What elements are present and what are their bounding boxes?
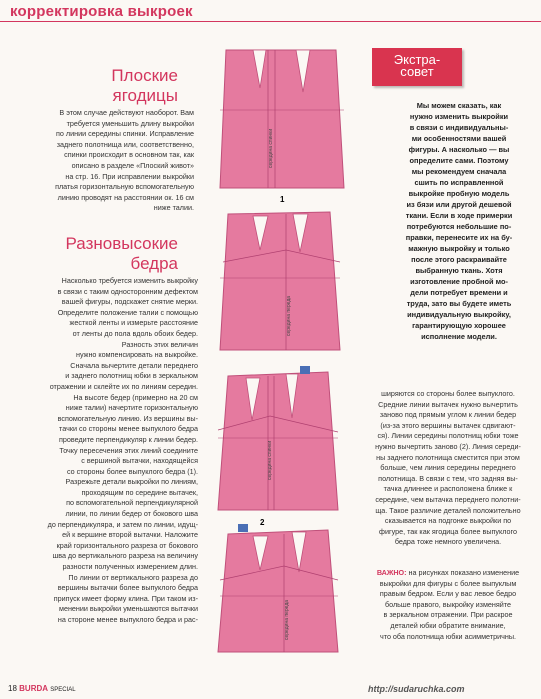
text-line: заново под прямым углом к линии бедер xyxy=(379,410,517,420)
text-line: в связи с таким односторонним дефектом xyxy=(57,286,198,296)
text-line: индивидуальную выкройку, xyxy=(407,310,511,319)
label-back-a: середина спинки xyxy=(268,128,274,168)
text-line: Точку пересечения этих линий соедините xyxy=(59,445,198,455)
skirt-pattern-figures xyxy=(198,40,398,660)
tape-marker-c xyxy=(300,366,310,374)
text-line: разности полученных измерением длин. xyxy=(62,562,198,572)
text-line: ниже талии. xyxy=(153,203,194,213)
text-line: после этого раскраивайте xyxy=(411,255,507,264)
text-line: мы рекомендуем сначала xyxy=(411,167,507,176)
pattern-figure-c xyxy=(218,366,338,510)
text-line: менении выкройки уменьшаются вытачки xyxy=(59,604,198,614)
text-line: ткани. Если в ходе примерки xyxy=(405,211,513,220)
section2-title-line2: бедра xyxy=(130,254,178,273)
text-line: фигуры. А насколько — вы xyxy=(408,145,510,154)
text-line: больше правого, выкройку изменяйте xyxy=(384,599,512,609)
tip-body xyxy=(394,100,524,342)
text-line: от ленты до пола вдоль обоих бедер. xyxy=(72,328,198,338)
tip-title-line1: Экстра- xyxy=(393,52,441,67)
text-line: выкройке пробную модель xyxy=(408,189,510,198)
text-line: Определите положение талии с помощью xyxy=(57,307,198,317)
figure-number-2: 2 xyxy=(260,518,265,527)
text-line: ниже талии) начертите горизонтальную xyxy=(65,403,198,413)
text-line: проходящим по середине вытачек, xyxy=(81,487,198,497)
text-line: ща. Такое различие деталей положительно xyxy=(375,505,521,515)
pattern-figure-b xyxy=(220,212,340,350)
pattern-figure-d xyxy=(218,524,338,652)
text-line: нужно изменить выкройки xyxy=(409,112,509,121)
text-line: вашей фигуры, подскажет снятие мерки. xyxy=(61,297,198,307)
text-line: требуется уменьшить длину выкройки xyxy=(66,118,194,128)
text-line: нужно компенсировать на выкройке. xyxy=(76,350,198,360)
text-line: ей к вершине второй вытачки. Наложите xyxy=(62,530,198,540)
section1-title xyxy=(30,66,178,106)
text-line: с вершиной вытачки, находящейся xyxy=(81,456,198,466)
text-line: что оба полотнища юбки асимметричны. xyxy=(379,631,516,641)
text-line: жесткой ленты и измерьте расстояние xyxy=(69,318,198,328)
text-line: определите сами. Поэтому xyxy=(409,156,509,165)
label-front-d: середина переда xyxy=(284,599,290,640)
text-line: Сначала вычертите детали переднего xyxy=(70,360,198,370)
text-line: линию проводят на расстоянии ок. 16 см xyxy=(57,192,194,202)
text-line: полотнища. В связи с тем, что задняя вы- xyxy=(378,473,518,483)
header-divider xyxy=(0,21,541,22)
text-line: Мы можем сказать, как xyxy=(416,101,502,110)
label-back-c: середина спинки xyxy=(267,440,273,480)
text-line: Средние линии вытачек нужно вычертить xyxy=(378,399,518,409)
brand-special: SPECIAL xyxy=(50,687,76,693)
text-line: по вспомогательной перпендикулярной xyxy=(66,498,198,508)
important-line-0: на рисунках показано изменение xyxy=(408,568,520,577)
text-line: по линии середины спинки. Исправление xyxy=(56,129,194,139)
text-line: на стороне менее выпуклого бедра и рас- xyxy=(57,615,198,624)
text-line: вспомогательную линию. Из вершины вы- xyxy=(57,413,198,423)
text-line: выбранную ткань. Хотя xyxy=(415,266,503,275)
text-line: тачка длиннее и расположена ближе к xyxy=(383,484,513,494)
text-line: описано в разделе «Плоский живот» xyxy=(71,160,194,170)
text-line: На высоте бедер (примерно на 20 см xyxy=(73,392,198,402)
text-line: со стороны более выпуклого бедра (1). xyxy=(66,466,198,476)
text-line: линии, по линии бедер от бокового шва xyxy=(65,509,198,519)
page-footer xyxy=(8,684,76,693)
text-line: Разность этих величин xyxy=(121,339,198,349)
tip-title-line2: совет xyxy=(400,64,434,79)
text-line: заднего полотнища или, соответственно, xyxy=(56,139,194,149)
text-line: середине, чем вытачка переднего полотни- xyxy=(375,494,521,504)
text-line: нужно вычертить заново (2). Линия середи- xyxy=(375,441,521,451)
brand-burda: BURDA xyxy=(19,684,49,693)
text-line: В этом случае действуют наоборот. Вам xyxy=(59,108,194,117)
section2-body xyxy=(6,276,198,626)
text-line: ся). Линии середины полотнищ юбки тоже xyxy=(377,431,519,441)
figure-number-1a: 1 xyxy=(280,195,285,204)
text-line: отражении и склейте их по линиям середин. xyxy=(49,381,198,391)
text-line: край горизонтального разреза от бокового xyxy=(56,540,198,550)
text-line: ны заднего полотнища сместится при этом xyxy=(376,452,520,462)
text-line: правки, перенесите их на бу- xyxy=(405,233,513,242)
text-line: ми особенностями вашей xyxy=(411,134,507,143)
text-line: фигуре, так как ягодица более выпуклого xyxy=(379,526,517,536)
text-line: Насколько требуется изменить выкройку xyxy=(61,276,198,285)
section2-title xyxy=(20,234,178,274)
watermark: http://sudaruchka.com xyxy=(368,684,465,694)
text-line: больше, чем линия середины переднего xyxy=(380,463,516,473)
text-line: выкройки для фигуры с более выпуклым xyxy=(379,578,517,588)
text-line: и заднего полотнищ юбки в зеркальном xyxy=(65,371,198,381)
text-line: припуск имеет форму клина. При таком из- xyxy=(53,593,198,603)
section1-body xyxy=(10,108,194,214)
label-front-b: середина переда xyxy=(286,295,292,336)
section1-title-line1: Плоские xyxy=(111,66,178,85)
text-line: (из-за этого вершины вытачек сдвигают- xyxy=(380,420,516,430)
important-label: ВАЖНО: xyxy=(376,568,407,577)
text-line: По линии от вертикального разреза до xyxy=(68,572,198,582)
text-line: Разрежьте детали выкройки по линиям, xyxy=(65,477,198,487)
text-line: до перпендикуляра, и затем по линии, идущ- xyxy=(47,519,198,529)
text-line: ширяются со стороны более выпуклого. xyxy=(381,389,515,398)
text-line: платья горизонтальную вспомогательную xyxy=(55,182,194,192)
text-line: дели потребует времени и xyxy=(410,288,508,297)
text-line: на стр. 16. При исправлении выкройки xyxy=(65,171,194,181)
text-line: спинки происходит в основном так, как xyxy=(64,150,194,160)
text-line: тачки со стороны менее выпуклого бедра xyxy=(59,424,198,434)
page-number: 18 xyxy=(8,684,17,693)
header-title: корректировка выкроек xyxy=(10,3,193,20)
text-line: сшить по исправленной xyxy=(414,178,504,187)
text-line: шва до вертикального разреза на величину xyxy=(52,551,198,561)
text-line: гарантирующую хорошее xyxy=(412,321,506,330)
tape-marker-d xyxy=(238,524,248,532)
section2-title-line1: Разновысокие xyxy=(65,234,178,253)
text-line: сказывается на подгонке выкройки по xyxy=(384,516,512,526)
text-line: исполнение модели. xyxy=(421,332,497,341)
section1-title-line2: ягодицы xyxy=(112,86,178,105)
text-line: изготовление пробной мо- xyxy=(410,277,508,286)
text-line: в связи с индивидуальны- xyxy=(409,123,509,132)
text-line: правым бедром. Если у вас левое бедро xyxy=(379,589,517,599)
text-line: из бязи или другой дешевой xyxy=(406,200,512,209)
text-line: бедра тоже немного увеличена. xyxy=(394,537,502,547)
text-line: в зеркальном отражении. При раскрое xyxy=(383,610,513,620)
pattern-figure-a xyxy=(220,50,344,188)
text-line: труда, зато вы будете иметь xyxy=(406,299,512,308)
text-line: вершины вытачки более выпуклого бедра xyxy=(57,583,198,593)
text-line: потребуются небольшие по- xyxy=(406,222,512,231)
text-line: деталей юбки обратите внимание, xyxy=(390,620,506,630)
text-line: мажную выкройку и только xyxy=(408,244,510,253)
text-line: проведите перпендикуляр к линии бедер. xyxy=(59,434,198,444)
